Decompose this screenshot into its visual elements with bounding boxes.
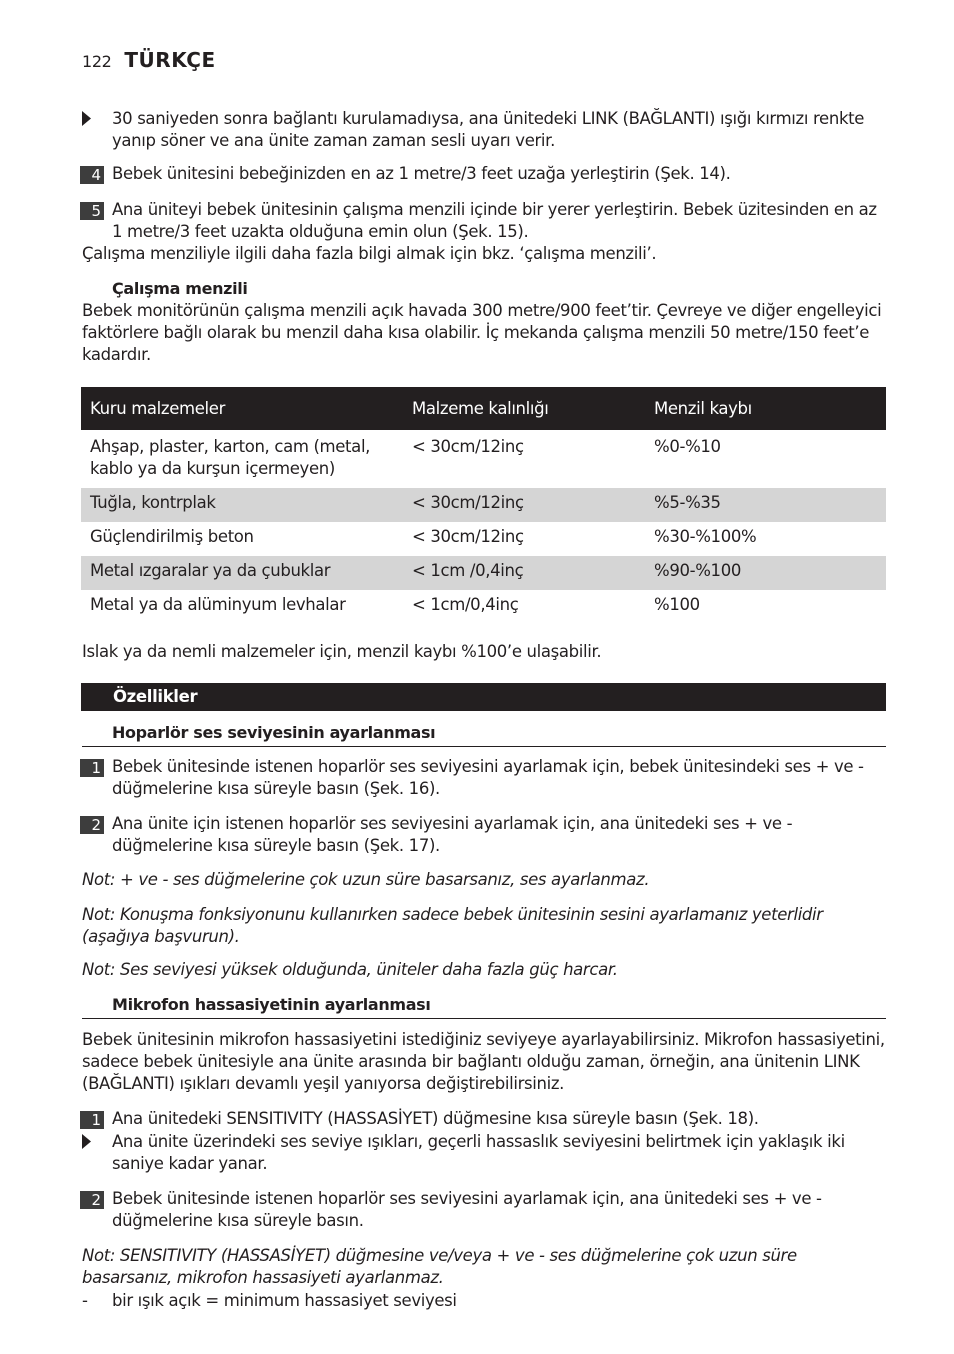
- materials-table: [81, 387, 886, 624]
- mic-sensitivity-title: Mikrofon hassasiyetinin ayarlanması: [112, 995, 431, 1014]
- table-row: [81, 522, 886, 556]
- step-5-text: Ana üniteyi bebek ünitesinin çalışma menzili içinde bir yerer yerleştirin. Bebek üzitesinden en az 1 metre/3 feet uzakta olduğuna emin olun (Şek. 15).: [112, 200, 877, 241]
- table-footnote: Islak ya da nemli malzemeler için, menzil kaybı %100’e ulaşabilir.: [82, 642, 602, 661]
- table-header-row: [81, 387, 886, 430]
- features-section-bar: Özellikler: [81, 683, 886, 711]
- table-cell: < 30cm/12inç: [412, 527, 524, 546]
- dash-marker: -: [82, 1291, 88, 1310]
- step-number-4: 4: [80, 166, 104, 184]
- table-cell: %90-%100: [645, 556, 886, 590]
- step-number-5: 5: [80, 202, 104, 220]
- table-cell: Metal ya da alüminyum levhalar: [90, 595, 346, 614]
- mic-step-1-text: Ana ünitedeki SENSITIVITY (HASSASİYET) düğmesine kısa süreyle basın (Şek. 18).: [112, 1109, 759, 1128]
- bullet-icon: [82, 111, 94, 127]
- table-row: [81, 590, 886, 624]
- range-section-title: Çalışma menzili: [112, 279, 248, 298]
- table-cell: %5-%35: [645, 488, 886, 522]
- intro-bullet-text: 30 saniyeden sonra bağlantı kurulamadıysa, ana ünitedeki LINK (BAĞLANTI) ışığı kırmızı renkte yanıp söner ve ana ünite zaman zaman sesli uyarı verir.: [112, 109, 865, 150]
- table-cell: < 1cm/0,4inç: [412, 595, 519, 614]
- mic-step-2-text: Bebek ünitesinde istenen hoparlör ses seviyesini ayarlamak için, ana ünitedeki ses + ve - düğmelerine kısa süreyle basın.: [112, 1189, 822, 1230]
- mic-paragraph: Bebek ünitesinin mikrofon hassasiyetini istediğiniz seviyeye ayarlayabilirsiniz. Mikrofon hassasiyetini, sadece bebek ünitesiyle ana ünite arasında bir bağlantı olduğu zaman, örneğin, ana ünitenin LINK (BAĞLANTI) ışıkları devamlı yeşil yanıyorsa değiştirebilirsiniz.: [82, 1030, 885, 1093]
- mic-bullet-text: Ana ünite üzerindeki ses seviye ışıkları, geçerli hassaslık seviyesini belirtmek için yaklaşık iki saniye kadar yanar.: [112, 1132, 845, 1173]
- range-reference-note: Çalışma menziliyle ilgili daha fazla bilgi almak için bkz. ‘çalışma menzili’.: [82, 244, 657, 263]
- table-cell: %0-%10: [654, 437, 721, 456]
- table-row: [81, 488, 886, 522]
- table-cell: Tuğla, kontrplak: [81, 488, 403, 522]
- language-title: TÜRKÇE: [124, 48, 216, 72]
- column-header: Kuru malzemeler: [81, 387, 403, 430]
- speaker-note-1: Not: + ve - ses düğmelerine çok uzun süre basarsanız, ses ayarlanmaz.: [82, 870, 650, 889]
- speaker-note-2: Not: Konuşma fonksiyonunu kullanırken sadece bebek ünitesinin sesini ayarlamanız yeterlidir (aşağıya başvurun).: [82, 905, 823, 946]
- section-divider: [82, 746, 886, 747]
- section-divider: [82, 1018, 886, 1019]
- step-4-text: Bebek ünitesini bebeğinizden en az 1 metre/3 feet uzağa yerleştirin (Şek. 14).: [112, 164, 731, 183]
- step-number-2: 2: [80, 1191, 104, 1209]
- table-cell: Güçlendirilmiş beton: [90, 527, 254, 546]
- speaker-volume-title: Hoparlör ses seviyesinin ayarlanması: [112, 723, 436, 742]
- page-number: 122: [82, 52, 112, 71]
- table-cell: < 30cm/12inç: [412, 437, 524, 456]
- page-header: [82, 48, 216, 72]
- table-cell: %100: [654, 595, 700, 614]
- speaker-step-1-text: Bebek ünitesinde istenen hoparlör ses seviyesini ayarlamak için, bebek ünitesindeki ses + ve - düğmelerine kısa süreyle basın (Şek. 16).: [112, 757, 864, 798]
- mic-dash-item: bir ışık açık = minimum hassasiyet seviyesi: [112, 1291, 457, 1310]
- step-number-2: 2: [80, 816, 104, 834]
- table-cell: Ahşap, plaster, karton, cam (metal, kablo ya da kurşun içermeyen): [90, 437, 371, 478]
- table-cell: < 1cm /0,4inç: [403, 556, 645, 590]
- table-row: [81, 556, 886, 590]
- bullet-icon: [82, 1134, 94, 1150]
- speaker-note-3: Not: Ses seviyesi yüksek olduğunda, üniteler daha fazla güç harcar.: [82, 960, 618, 979]
- speaker-step-2-text: Ana ünite için istenen hoparlör ses seviyesini ayarlamak için, ana ünitedeki ses + ve - düğmelerine kısa süreyle basın (Şek. 17).: [112, 814, 793, 855]
- range-paragraph: Bebek monitörünün çalışma menzili açık havada 300 metre/900 feet’tir. Çevreye ve diğer engelleyici faktörlere bağlı olarak bu menzil daha kısa olabilir. İç mekanda çalışma menzili 50 metre/150 feet’e kadardır.: [82, 301, 882, 364]
- table-cell: %30-%100%: [654, 527, 757, 546]
- table-cell: < 30cm/12inç: [403, 488, 645, 522]
- column-header: Menzil kaybı: [645, 387, 886, 430]
- column-header: Malzeme kalınlığı: [403, 387, 645, 430]
- step-number-1: 1: [80, 1111, 104, 1129]
- table-cell: Metal ızgaralar ya da çubuklar: [81, 556, 403, 590]
- mic-note: Not: SENSITIVITY (HASSASİYET) düğmesine ve/veya + ve - ses düğmelerine çok uzun süre basarsanız, mikrofon hassasiyeti ayarlanmaz.: [82, 1246, 797, 1287]
- step-number-1: 1: [80, 759, 104, 777]
- table-row: [81, 430, 886, 488]
